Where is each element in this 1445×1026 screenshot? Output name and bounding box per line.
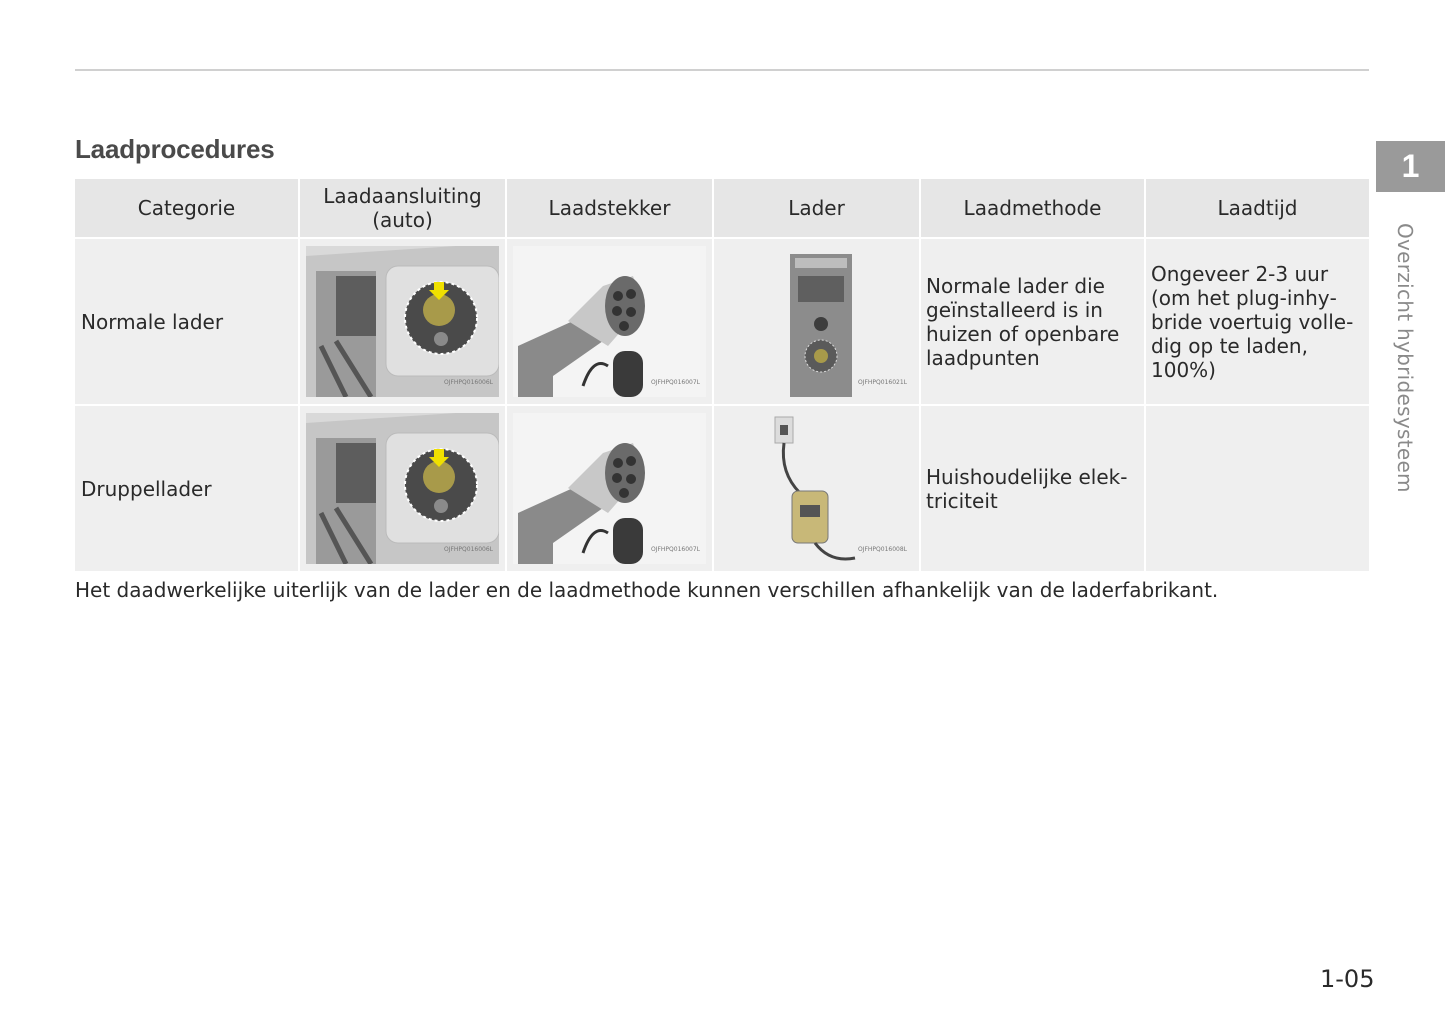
table-row (75, 237, 1369, 404)
footnote: Het daadwerkelijke uiterlijk van de lader en de laadmethode kunnen verschillen afhankelijk van de laderfabrikant. (75, 578, 1219, 602)
page-number: 1-05 (1320, 965, 1375, 993)
portable-charger-image (720, 413, 913, 564)
header-category: Categorie (75, 179, 298, 237)
section-title: Laadprocedures (75, 134, 275, 164)
header-plug: Laadstekker (507, 179, 712, 237)
header-time: Laadtijd (1146, 179, 1369, 237)
row-method: Huishoudelijke elektriciteit (921, 404, 1144, 571)
charger-image-cell (714, 237, 919, 404)
plug-image-cell (507, 237, 712, 404)
header-vehicle-inlet: Laadaansluiting (auto) (300, 179, 505, 237)
image-code: OJFHPQ016008L (857, 546, 907, 553)
row-time (1146, 404, 1369, 571)
wallbox-charger-image (720, 246, 913, 397)
plug-image-cell (507, 404, 712, 571)
header-method: Laadmethode (921, 179, 1144, 237)
row-time: Ongeveer 2-3 uur (om het plug-inhybride voertuig volledig op te laden, 100%) (1146, 237, 1369, 404)
table-header-row (75, 179, 1369, 237)
row-method: Normale lader die geïnstalleerd is in huizen of openbare laadpunten (921, 237, 1144, 404)
vehicle-charging-port-image (306, 246, 499, 397)
image-code: OJFHPQ016007L (650, 546, 700, 553)
image-code: OJFHPQ016021L (857, 379, 907, 386)
header-charger: Lader (714, 179, 919, 237)
top-divider (75, 69, 1369, 71)
vehicle-inlet-image-cell (300, 404, 505, 571)
row-category: Normale lader (75, 237, 298, 404)
chapter-tab: 1 (1376, 141, 1445, 192)
charger-image-cell (714, 404, 919, 571)
row-category: Druppellader (75, 404, 298, 571)
vehicle-charging-port-image (306, 413, 499, 564)
table-row (75, 404, 1369, 571)
charging-procedures-table (73, 179, 1371, 571)
charging-plug-image (513, 413, 706, 564)
image-code: OJFHPQ016006L (443, 379, 493, 386)
chapter-side-title: Overzicht hybridesysteem (1393, 223, 1417, 493)
image-code: OJFHPQ016006L (443, 546, 493, 553)
image-code: OJFHPQ016007L (650, 379, 700, 386)
vehicle-inlet-image-cell (300, 237, 505, 404)
charging-plug-image (513, 246, 706, 397)
